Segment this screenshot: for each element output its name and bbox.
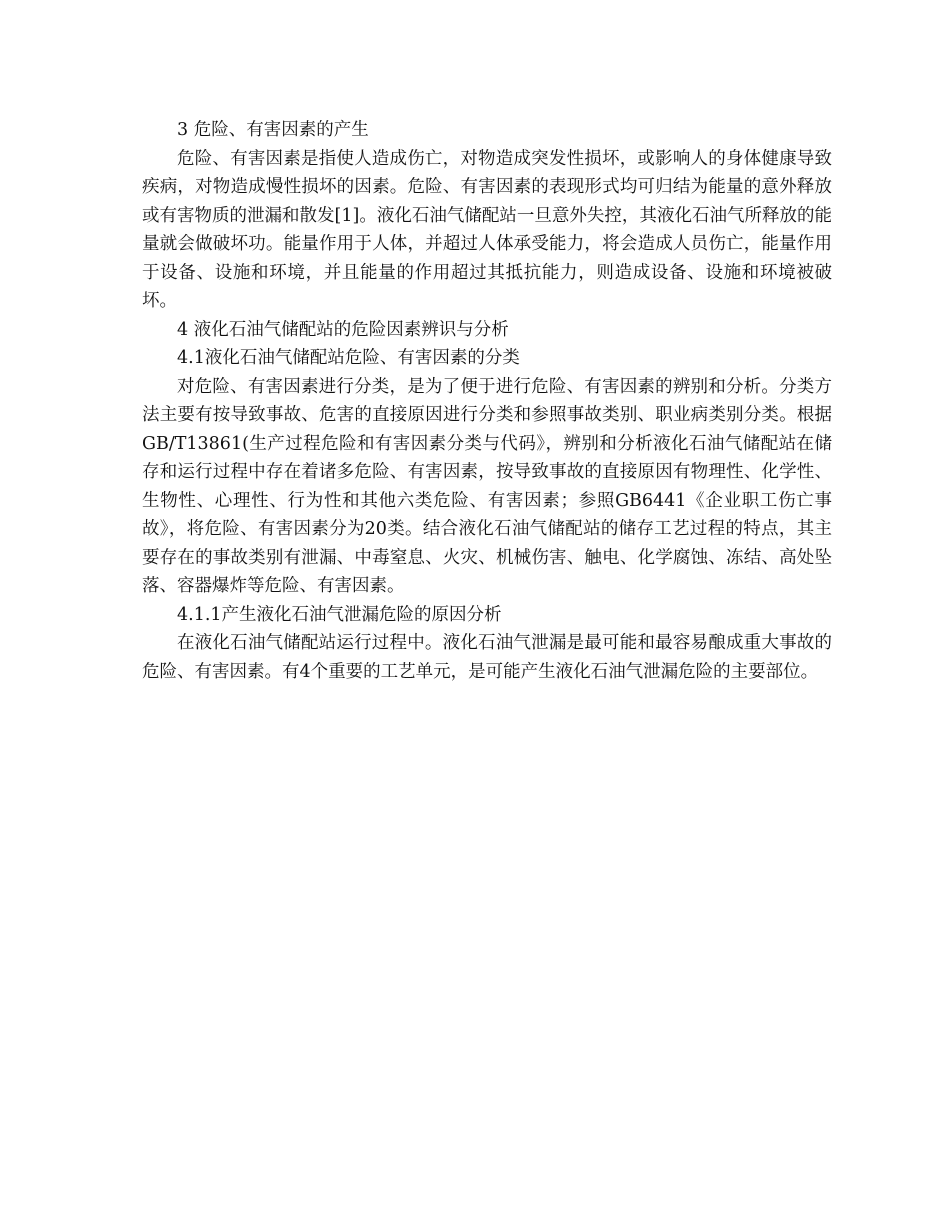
body-paragraph: 对危险、有害因素进行分类，是为了便于进行危险、有害因素的辨别和分析。分类方法主要有按导致事故、危害的直接原因进行分类和参照事故类别、职业病类别分类。根据GB/T13861(生产过程危险和有害因素分类与代码》，辨别和分析液化石油气储配站在储存和运行过程中存在着诸多危险、有害因素，按导致事故的直接原因有物理性、化学性、生物性、心理性、行为性和其他六类危险、有害因素；参照GB6441《企业职工伤亡事故》，将危险、有害因素分为20类。结合液化石油气储配站的储存工艺过程的特点，其主要存在的事故类别有泄漏、中毒窒息、火灾、机械伤害、触电、化学腐蚀、冻结、高处坠落、容器爆炸等危险、有害因素。 (142, 376, 832, 596)
section-heading-3: 3 危险、有害因素的产生 (177, 120, 369, 140)
document-body (142, 116, 832, 686)
section-heading-4: 4 液化石油气储配站的危险因素辨识与分析 (177, 319, 509, 340)
section-heading-4-1: 4.1液化石油气储配站危险、有害因素的分类 (177, 348, 520, 368)
body-paragraph: 在液化石油气储配站运行过程中。液化石油气泄漏是最可能和最容易酿成重大事故的危险、有害因素。有4个重要的工艺单元，是可能产生液化石油气泄漏危险的主要部位。 (142, 633, 832, 682)
body-paragraph: 危险、有害因素是指使人造成伤亡，对物造成突发性损坏，或影响人的身体健康导致疾病，对物造成慢性损坏的因素。危险、有害因素的表现形式均可归结为能量的意外释放或有害物质的泄漏和散发[1]。液化石油气储配站一旦意外失控，其液化石油气所释放的能量就会做破坏功。能量作用于人体，并超过人体承受能力，将会造成人员伤亡，能量作用于设备、设施和环境，并且能量的作用超过其抵抗能力，则造成设备、设施和环境被破坏。 (142, 148, 832, 311)
section-heading-4-1-1: 4.1.1产生液化石油气泄漏危险的原因分析 (177, 604, 502, 625)
